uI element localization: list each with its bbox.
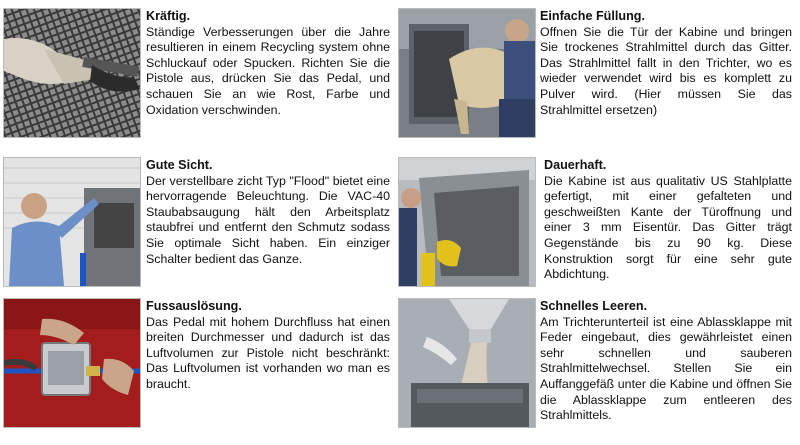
cabinet-door-photo <box>398 157 536 287</box>
feature-schnelles-leeren <box>540 299 792 424</box>
feature-dauerhaft <box>544 158 792 283</box>
filling-abrasive-photo <box>398 8 536 138</box>
feature-title: Einfache Füllung. <box>540 9 645 23</box>
feature-body: Am Trichterunterteil ist eine Ablassklappe mit Feder eingebaut, dies gewährleistet einen sehr schnellen und sauberen Strahlmittelwechsel. Stellen Sie ein Auffanggefäß unter die Kabine und öffnen Sie die Ablassklappe zum entleeren des Strahlmittels. <box>540 314 792 423</box>
feature-body: Die Kabine ist aus qualitativ US Stahlplatte gefertigt, mit einer gefalteten und geschweißten Kante der Türoffnung und einer 3 mm Eisentür. Das Gitter trägt Gegenstände bis zu 90 kg. Diese Konstruktion sorgt für eine sehr gute Abdichtung. <box>544 173 792 282</box>
feature-title: Dauerhaft. <box>544 158 607 172</box>
feature-gute-sicht <box>146 158 390 267</box>
feature-title: Schnelles Leeren. <box>540 299 648 313</box>
feature-body: Offnen Sie die Tür der Kabine und bringen Sie trockenes Strahlmittel durch das Gitter. Das Strahlmittel fallt in den Trichter, wo es wieder verwendet wird bis es komplett zu Pulver wird. (Hier müssen Sie das Strahlmittel ersetzen) <box>540 24 792 117</box>
feature-body: Das Pedal mit hohem Durchfluss hat einen breiten Durchmesser und dadurch ist das Luftvolumen zur Pistole nicht beschränkt: Das Luftvolumen ist vorhanden wo man es braucht. <box>146 314 390 391</box>
emptying-hopper-photo <box>398 298 536 428</box>
feature-fussausloesung <box>146 299 390 393</box>
feature-einfache-fuellung <box>540 9 792 118</box>
feature-title: Fussauslösung. <box>146 299 242 313</box>
feature-title: Kräftig. <box>146 9 191 23</box>
foot-pedal-photo <box>3 298 141 428</box>
man-at-cabinet-photo <box>3 157 141 287</box>
feature-title: Gute Sicht. <box>146 158 213 172</box>
sandblasting-gloves-photo <box>3 8 141 138</box>
feature-body: Ständige Verbesserungen über die Jahre resultieren in einem Recycling system ohne Schluckauf oder Spucken. Richten Sie die Pistole aus, drücken Sie das Pedal, und schauen Sie an wie Rost, Farbe und Oxidation verschwinden. <box>146 24 390 117</box>
feature-body: Der verstellbare zicht Typ "Flood" bietet eine hervorragende Beleuchtung. Die VAC-40 Staubabsaugung hält den Arbeitsplatz staubfrei und entfernt den Schmutz sodass Sie optimale Sicht haben. Ein einziger Schalter bedient das Ganze. <box>146 173 390 266</box>
feature-kraeftig <box>146 9 390 118</box>
